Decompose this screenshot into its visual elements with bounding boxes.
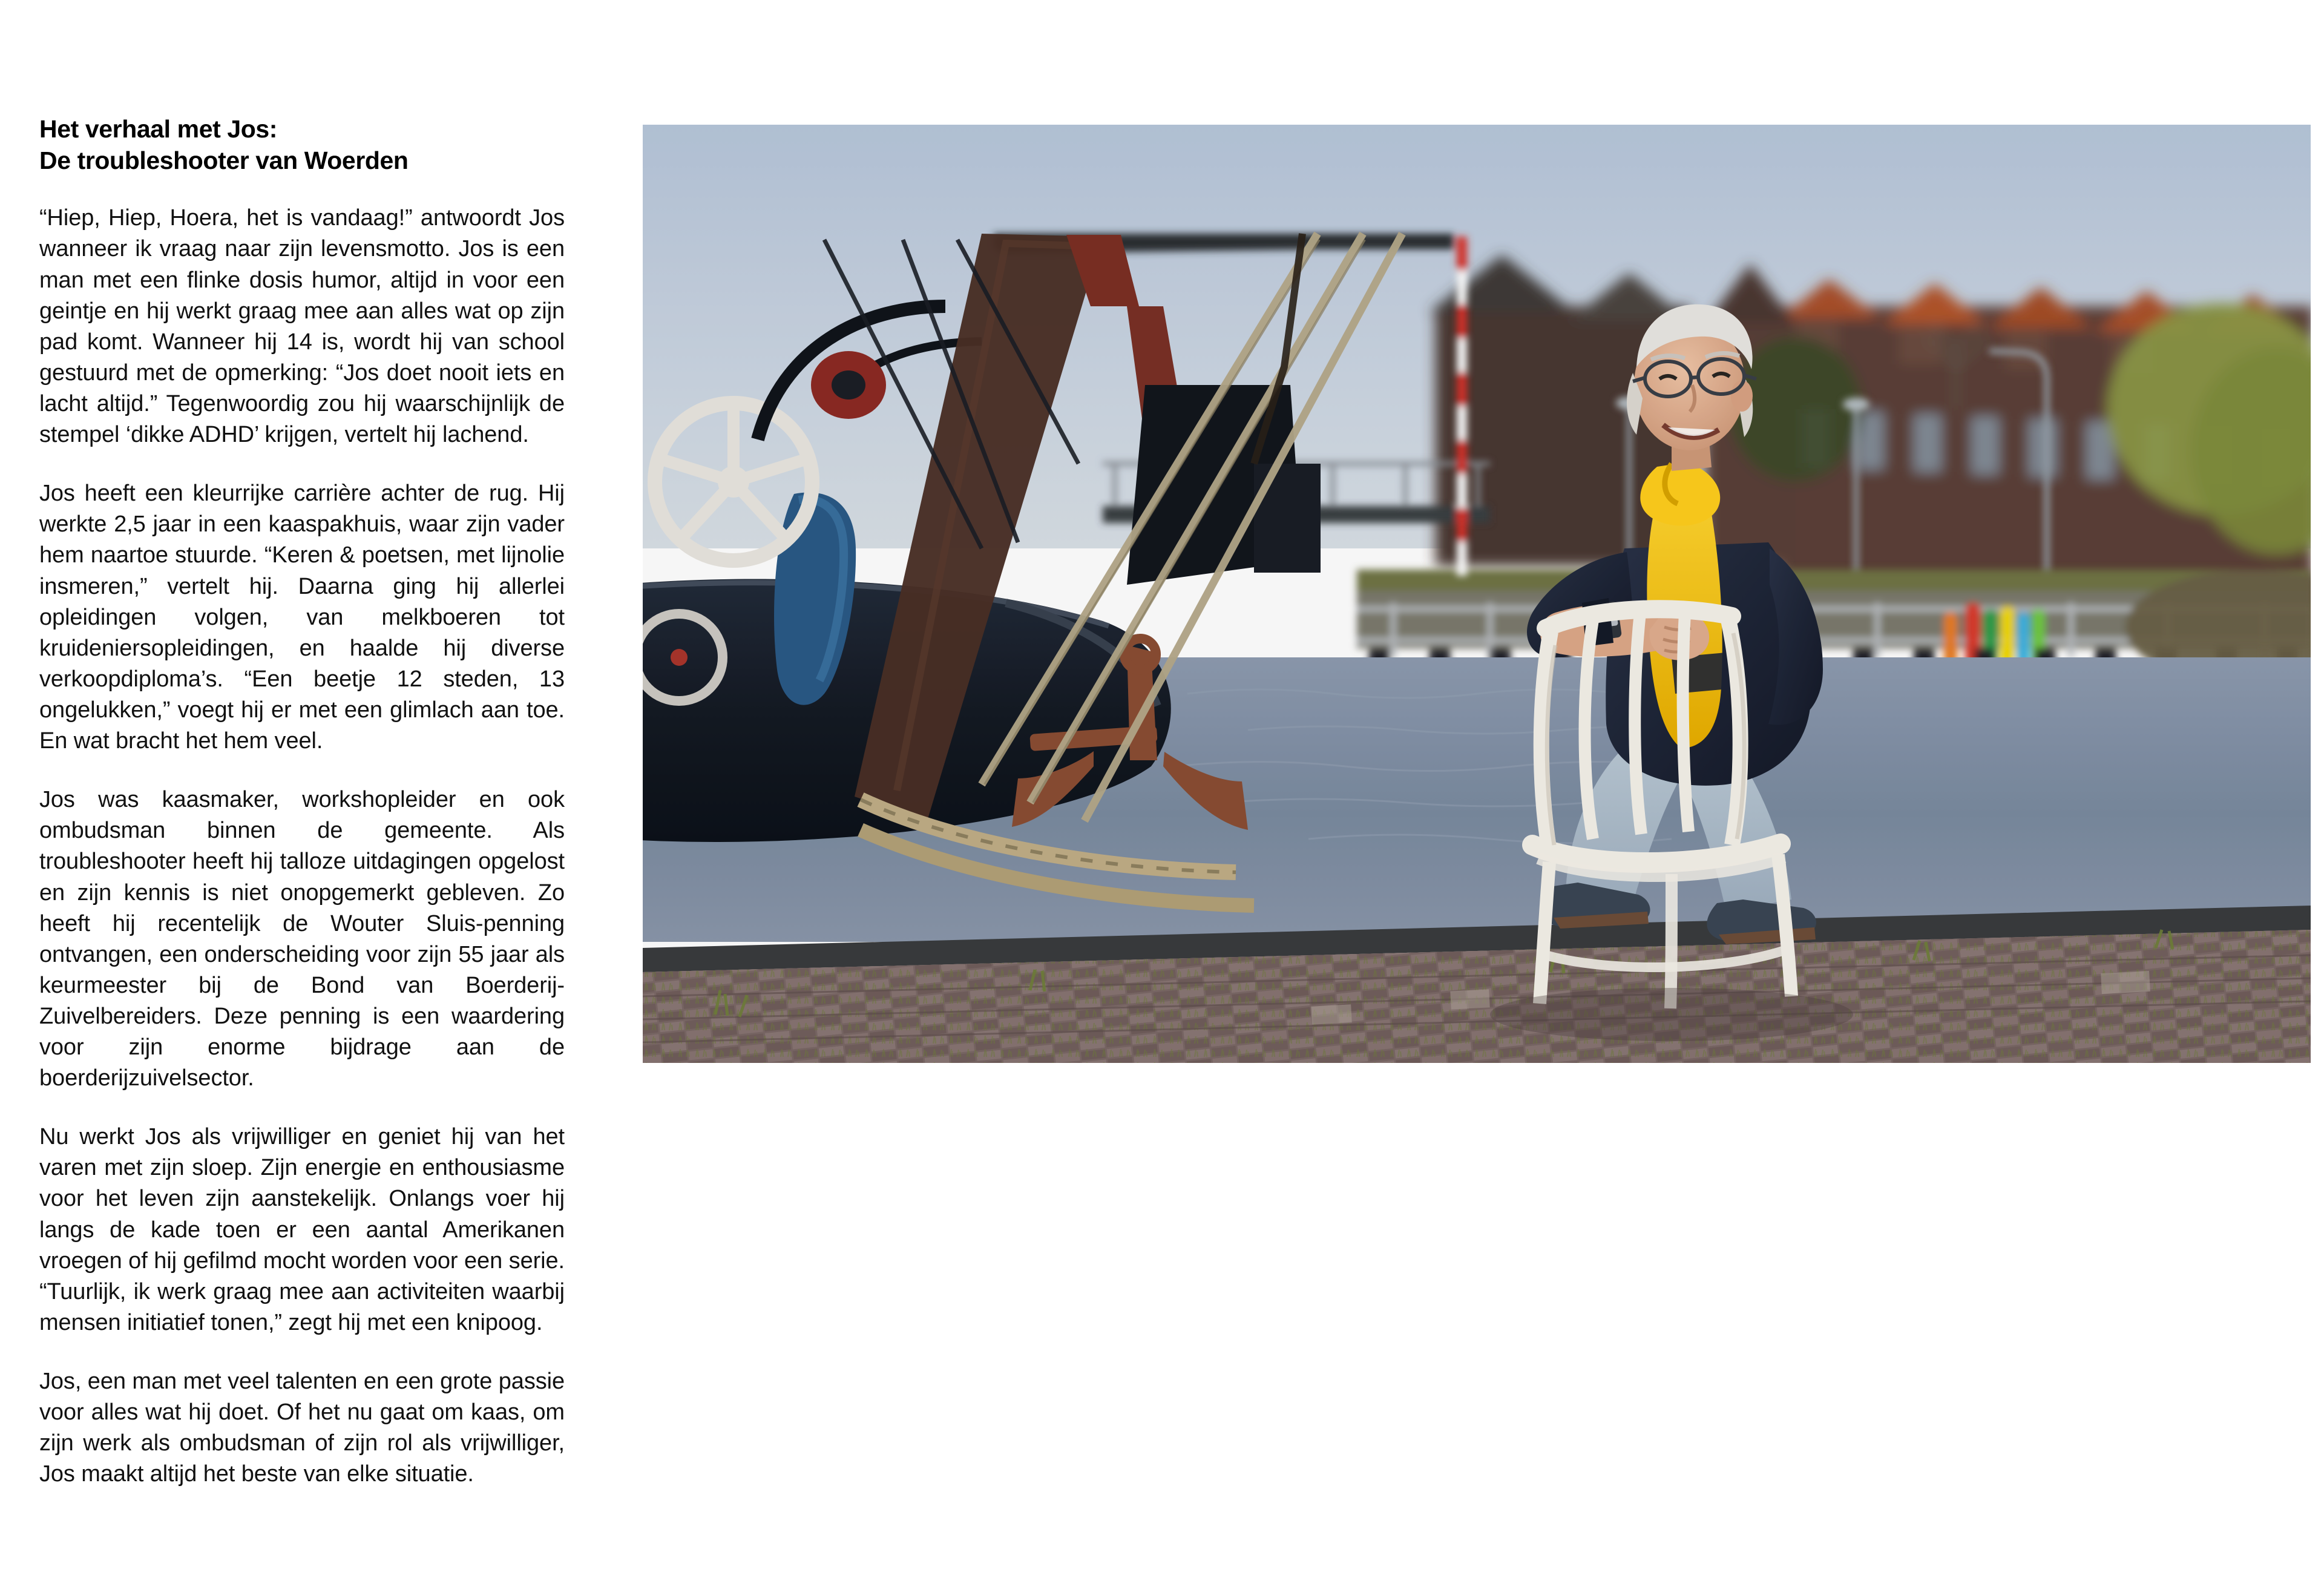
article-paragraph: Nu werkt Jos als vrijwilliger en geniet hij van het varen met zijn sloep. Zijn energie en enthousiasme voor het leven zijn aanstekelijk. Onlangs voer hij langs de kade toen er een aantal Amerikanen vroegen of hij gefilmd mocht worden voor een serie. “Tuurlijk, ik werk graag mee aan activiteiten waarbij mensen initiatief tonen,” zegt hij met een knipoog. (39, 1124, 565, 1335)
page-title-line-1: Het verhaal met Jos: (39, 115, 278, 143)
page-title-line-2: De troubleshooter van Woerden (39, 146, 409, 174)
photo-canvas (643, 125, 2311, 1063)
article-paragraph: “Hiep, Hiep, Hoera, het is vandaag!” antwoordt Jos wanneer ik vraag naar zijn levensmotto. Jos is een man met een flinke dosis humor, altijd in voor een geintje en hij werkt graag mee aan alles wat op zijn pad komt. Wanneer hij 14 is, wordt hij van school gestuurd met de opmerking: “Jos doet nooit iets en lacht altijd.” Tegenwoordig zou hij waarschijnlijk de stempel ‘dikke ADHD’ krijgen, vertelt hij lachend. (39, 205, 565, 448)
article-paragraph: Jos, een man met veel talenten en een grote passie voor alles wat hij doet. Of het nu gaat om kaas, om zijn werk als ombudsman of zijn rol als vrijwilliger, Jos maakt altijd het beste van elke situatie. (39, 1369, 565, 1487)
article-paragraph: Jos was kaasmaker, workshopleider en ook ombudsman binnen de gemeente. Als troubleshooter heeft hij talloze uitdagingen opgelost en zijn kennis is niet onopgemerkt gebleven. Zo heeft hij recentelijk de Wouter Sluis-penning ontvangen, een onderscheiding voor zijn 55 jaar als keurmeester bij de Bond van Boerderij-Zuivelbereiders. Deze penning is een waardering voor zijn enorme bijdrage aan de boerderijzuivelsector. (39, 787, 565, 1091)
article-paragraph: Jos heeft een kleurrijke carrière achter de rug. Hij werkte 2,5 jaar in een kaaspakhuis, waar zijn vader hem naartoe stuurde. “Keren & poetsen, met lijnolie insmeren,” vertelt hij. Daarna ging hij allerlei opleidingen volgen, van melkboeren tot kruideniersopleidingen, en haalde hij diverse verkoopdiploma’s. “Een beetje 12 steden, 13 ongelukken,” voegt hij er met een glimlach aan toe. En wat bracht het hem veel. (39, 481, 565, 754)
portrait-photograph (643, 125, 2311, 1063)
page-title (39, 114, 565, 176)
article-column (39, 114, 565, 1490)
